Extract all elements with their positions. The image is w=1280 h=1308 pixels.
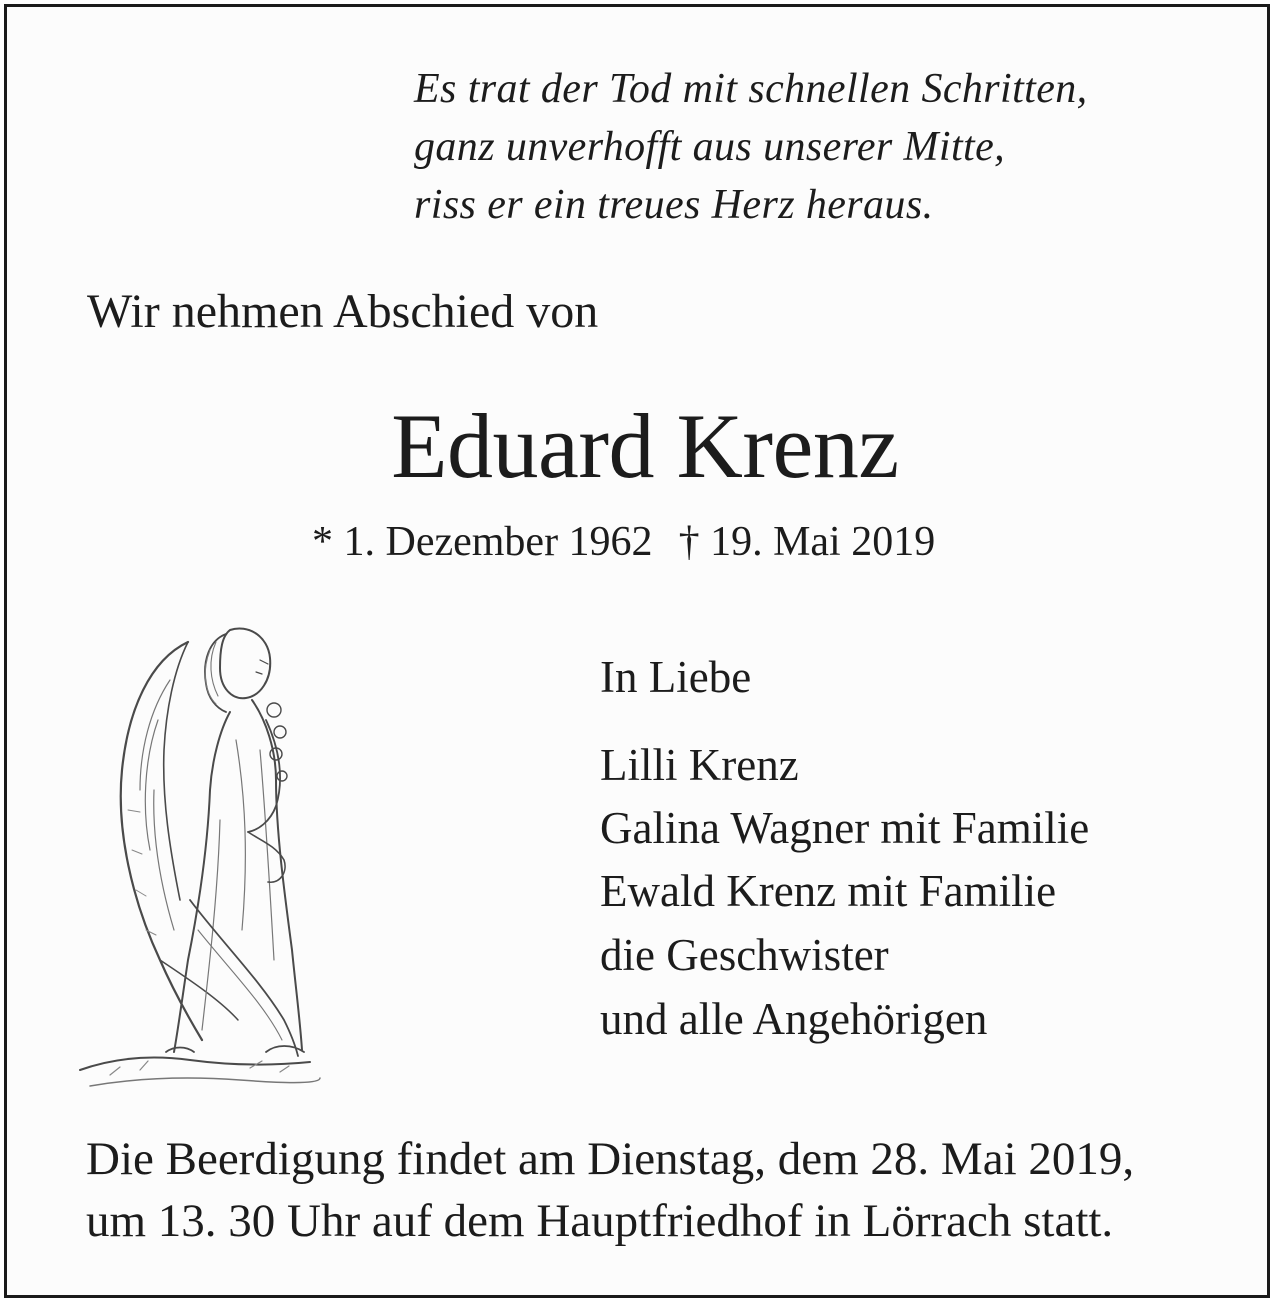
poem-line-1: Es trat der Tod mit schnellen Schritten,	[414, 66, 1088, 112]
mourners-heading: In Liebe	[600, 652, 752, 702]
birth-date: * 1. Dezember 1962	[312, 519, 653, 565]
mourner-2: Galina Wagner mit Familie	[600, 803, 1090, 853]
mourner-3: Ewald Krenz mit Familie	[600, 866, 1057, 916]
life-dates	[312, 521, 935, 563]
mourner-1: Lilli Krenz	[600, 740, 799, 790]
farewell-intro: Wir nehmen Abschied von	[87, 285, 599, 338]
mourner-4: die Geschwister	[600, 930, 889, 980]
death-date: † 19. Mai 2019	[678, 519, 936, 565]
poem-line-2: ganz unverhofft aus unserer Mitte,	[414, 124, 1006, 170]
angel-sketch-icon	[70, 600, 330, 1100]
deceased-name: Eduard Krenz	[391, 395, 899, 497]
funeral-line-2: um 13. 30 Uhr auf dem Hauptfriedhof in Lörrach statt.	[86, 1195, 1114, 1247]
funeral-line-1: Die Beerdigung findet am Dienstag, dem 28. Mai 2019,	[86, 1133, 1135, 1185]
mourner-5: und alle Angehörigen	[600, 994, 988, 1044]
poem-line-3: riss er ein treues Herz heraus.	[414, 182, 934, 228]
